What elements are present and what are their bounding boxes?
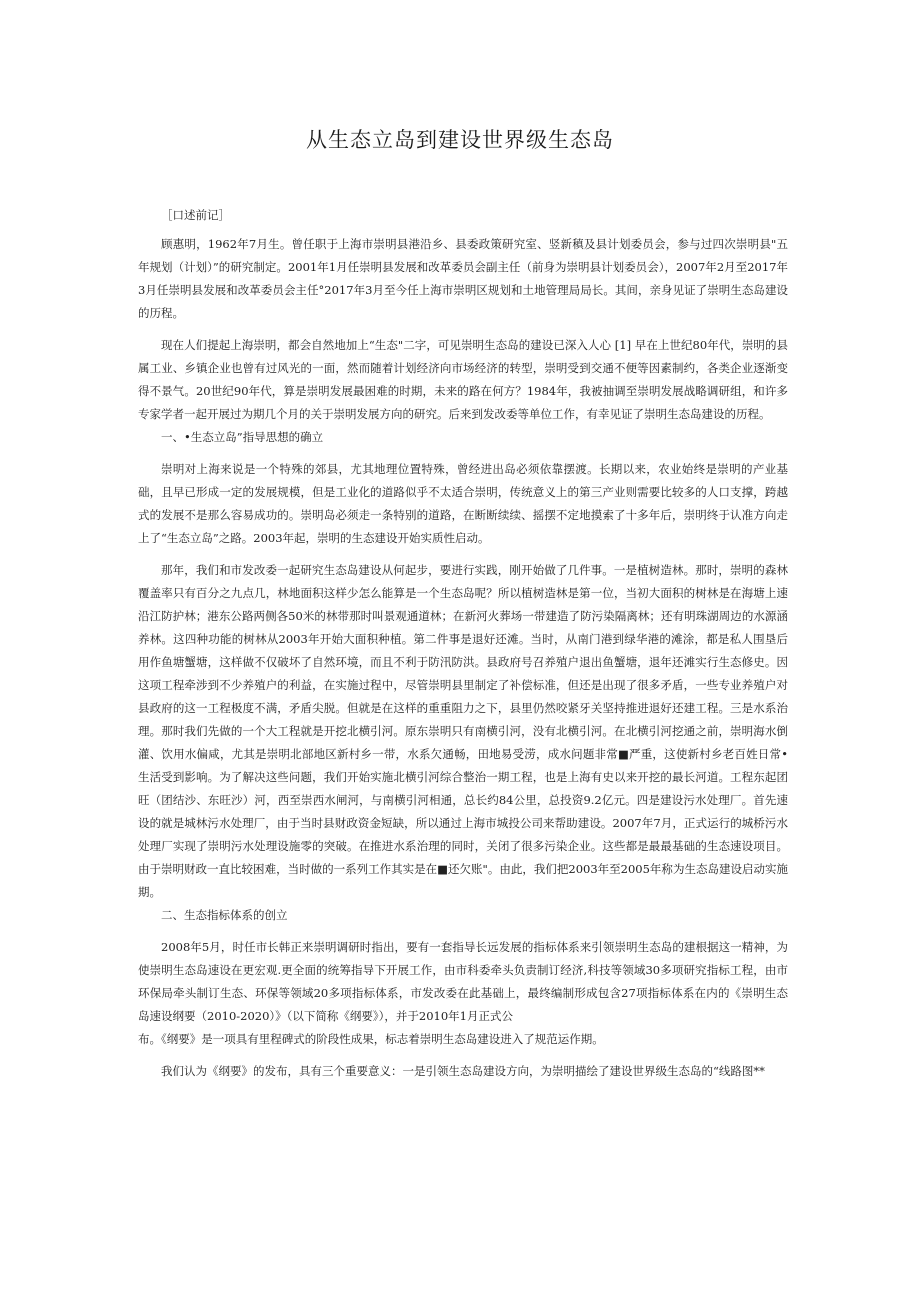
document-body xyxy=(138,204,788,1083)
intro-paragraph-biography: 顾惠明，1962年7月生。曾任职于上海市崇明县港沿乡、县委政策研究室、竖新稹及县计划委员会，参与过四次崇明县"五年规划（计划）”的研究制定。2001年1月任崇明县发展和改革委员会副主任（前身为崇明县计划委员会），2007年2月至2017年3月任崇明县发展和改革委员会主任°2017年3月至今任上海市崇明区规划和土地管理局局长。其间，亲身见证了崇明生态岛建设的历程。 xyxy=(138,237,788,320)
section1-paragraph: 崇明对上海来说是一个特殊的郊县，尤其地理位置特殊，曾经进出岛必须依靠摆渡。长期以来，农业始终是崇明的产业基础，且早已形成一定的发展规模，但是工业化的道路似乎不太适合崇明，传统意义上的第三产业则需要比较多的人口支撑，跨越式的发展不是那么容易成功的。崇明岛必须走一条特别的道路，在断断续续、摇摆不定地摸索了十多年后，崇明终于认准方向走上了“生态立岛”之路。2003年起，崇明的生态建设开始实质性启动。 xyxy=(138,462,788,545)
section-heading-1: 一、•生态立岛”指导思想的确立 xyxy=(161,430,324,444)
section2-paragraph: 2008年5月，时任市长韩正来崇明调研时指出，要有一套指导长远发展的指标体系来引领崇明生态岛的建根据这一精神，为使崇明生态岛速设在更宏观.更全面的统筹指导下开展工作，由市科委牵头负责制订经济,科技等领域30多项研究指标工程，由市环保局牵头制订生态、环保等领域20多项指标体系，市发改委在此基础上，最终编制形成包含27项指标体系在内的《崇明生态岛速设纲要（2010-2020）》（以下简称《纲要》），并于2010年1月正式公 xyxy=(138,940,788,1023)
document-title: 从生态立岛到建设世界级生态岛 xyxy=(306,128,614,152)
oral-history-note: ［口述前记］ xyxy=(161,208,230,222)
section1-paragraph: 那年，我们和市发改委一起研究生态岛建设从何起步，要进行实践，刚开始做了几件事。一是植树造林。那时，崇明的森林覆盖率只有百分之九点几，林地面积这样少怎么能算是一个生态岛呢？所以植树造林是第一位，当初大面积的树林是在海塘上速沿江防护林；港东公路两侧各50米的林带那时叫景观通道林；在新河火葬场一带建造了防污染隔离林；还有明珠湖周边的水源涵养林。这四种功能的树林从2003年开始大面积种植。第二件事是退好还滩。当时，从南门港到绿华港的滩涂，都是私人围垦后用作鱼塘蟹塘，这样做不仅破坏了自然环境，而且不利于防汛防洪。县政府号召养殖户退出鱼蟹塘，退年还滩实行生态修史。因这项工程牵涉到不少养殖户的利益，在实施过程中，尽管崇明县里制定了补偿标准，但还是出现了很多矛盾，一些专业养殖户对县政府的这一工程极度不满，矛盾尖脱。但就是在这样的重重阻力之下，县里仍然咬紧牙关坚持推进退好还建工程。三是水系治理。那时我们先做的一个大工程就是开挖北横引河。原东崇明只有南横引河，没有北横引河。在北横引河挖通之前，崇明海水倒灌、饮用水偏咸，尤其是崇明北部地区新村乡一带，水系欠通畅，田地易受涝，成水问题非常■严重，这使新村乡老百姓日常•生活受到影响。为了解决这些问题，我们开始实施北横引河综合整治一期工程，也是上海有史以来开挖的最长河道。工程东起团旺（团结沙、东旺沙）河，西至崇西水闸河，与南横引河相通，总长约84公里，总投资9.2亿元。四是建设污水处理厂。首先速设的就是城林污水处理厂，由于当时县财政资金短缺，所以通过上海市城投公司来帮助建设。2007年7月，正式运行的城桥污水处理厂实现了崇明污水处理设施零的突破。在推进水系治理的同时，关闭了很多污染企业。这些都是最最基础的生态速设项目。由于崇明财政一直比较困难，当时做的一系列工作其实是在■还欠账"。由此，我们把2003年至2005年称为生态岛建设启动实施期。 xyxy=(138,563,788,899)
section-heading-2: 二、生态指标体系的创立 xyxy=(161,908,288,922)
section2-paragraph: 我们认为《纲要》的发布，具有三个重要意义：一是引领生态岛建设方向，为崇明描绘了建设世界级生态岛的“线路图** xyxy=(161,1064,765,1078)
intro-paragraph-background: 现在人们提起上海崇明，都会自然地加上“生态"二字，可见崇明生态岛的建设已深入人心 [1] 早在上世纪80年代，崇明的县属工业、乡镇企业也曾有过风光的一面，然而随着计划经济向市场经济的转型，崇明受到交通不便等因素制约，各类企业逐渐变得不景气。20世纪90年代，算是崇明发展最困难的时期，未来的路在何方？1984年，我被抽调至崇明发展战略调研组，和许多专家学者一起开展过为期几个月的关于崇明发展方向的研究。后来到发改委等单位工作，有幸见证了崇明生态岛建设的历程。 xyxy=(138,338,788,421)
section2-paragraph-continuation: 布。《纲要》是一项具有里程碑式的阶段性成果，标志着崇明生态岛建设进入了规范运作期。 xyxy=(138,1032,604,1046)
